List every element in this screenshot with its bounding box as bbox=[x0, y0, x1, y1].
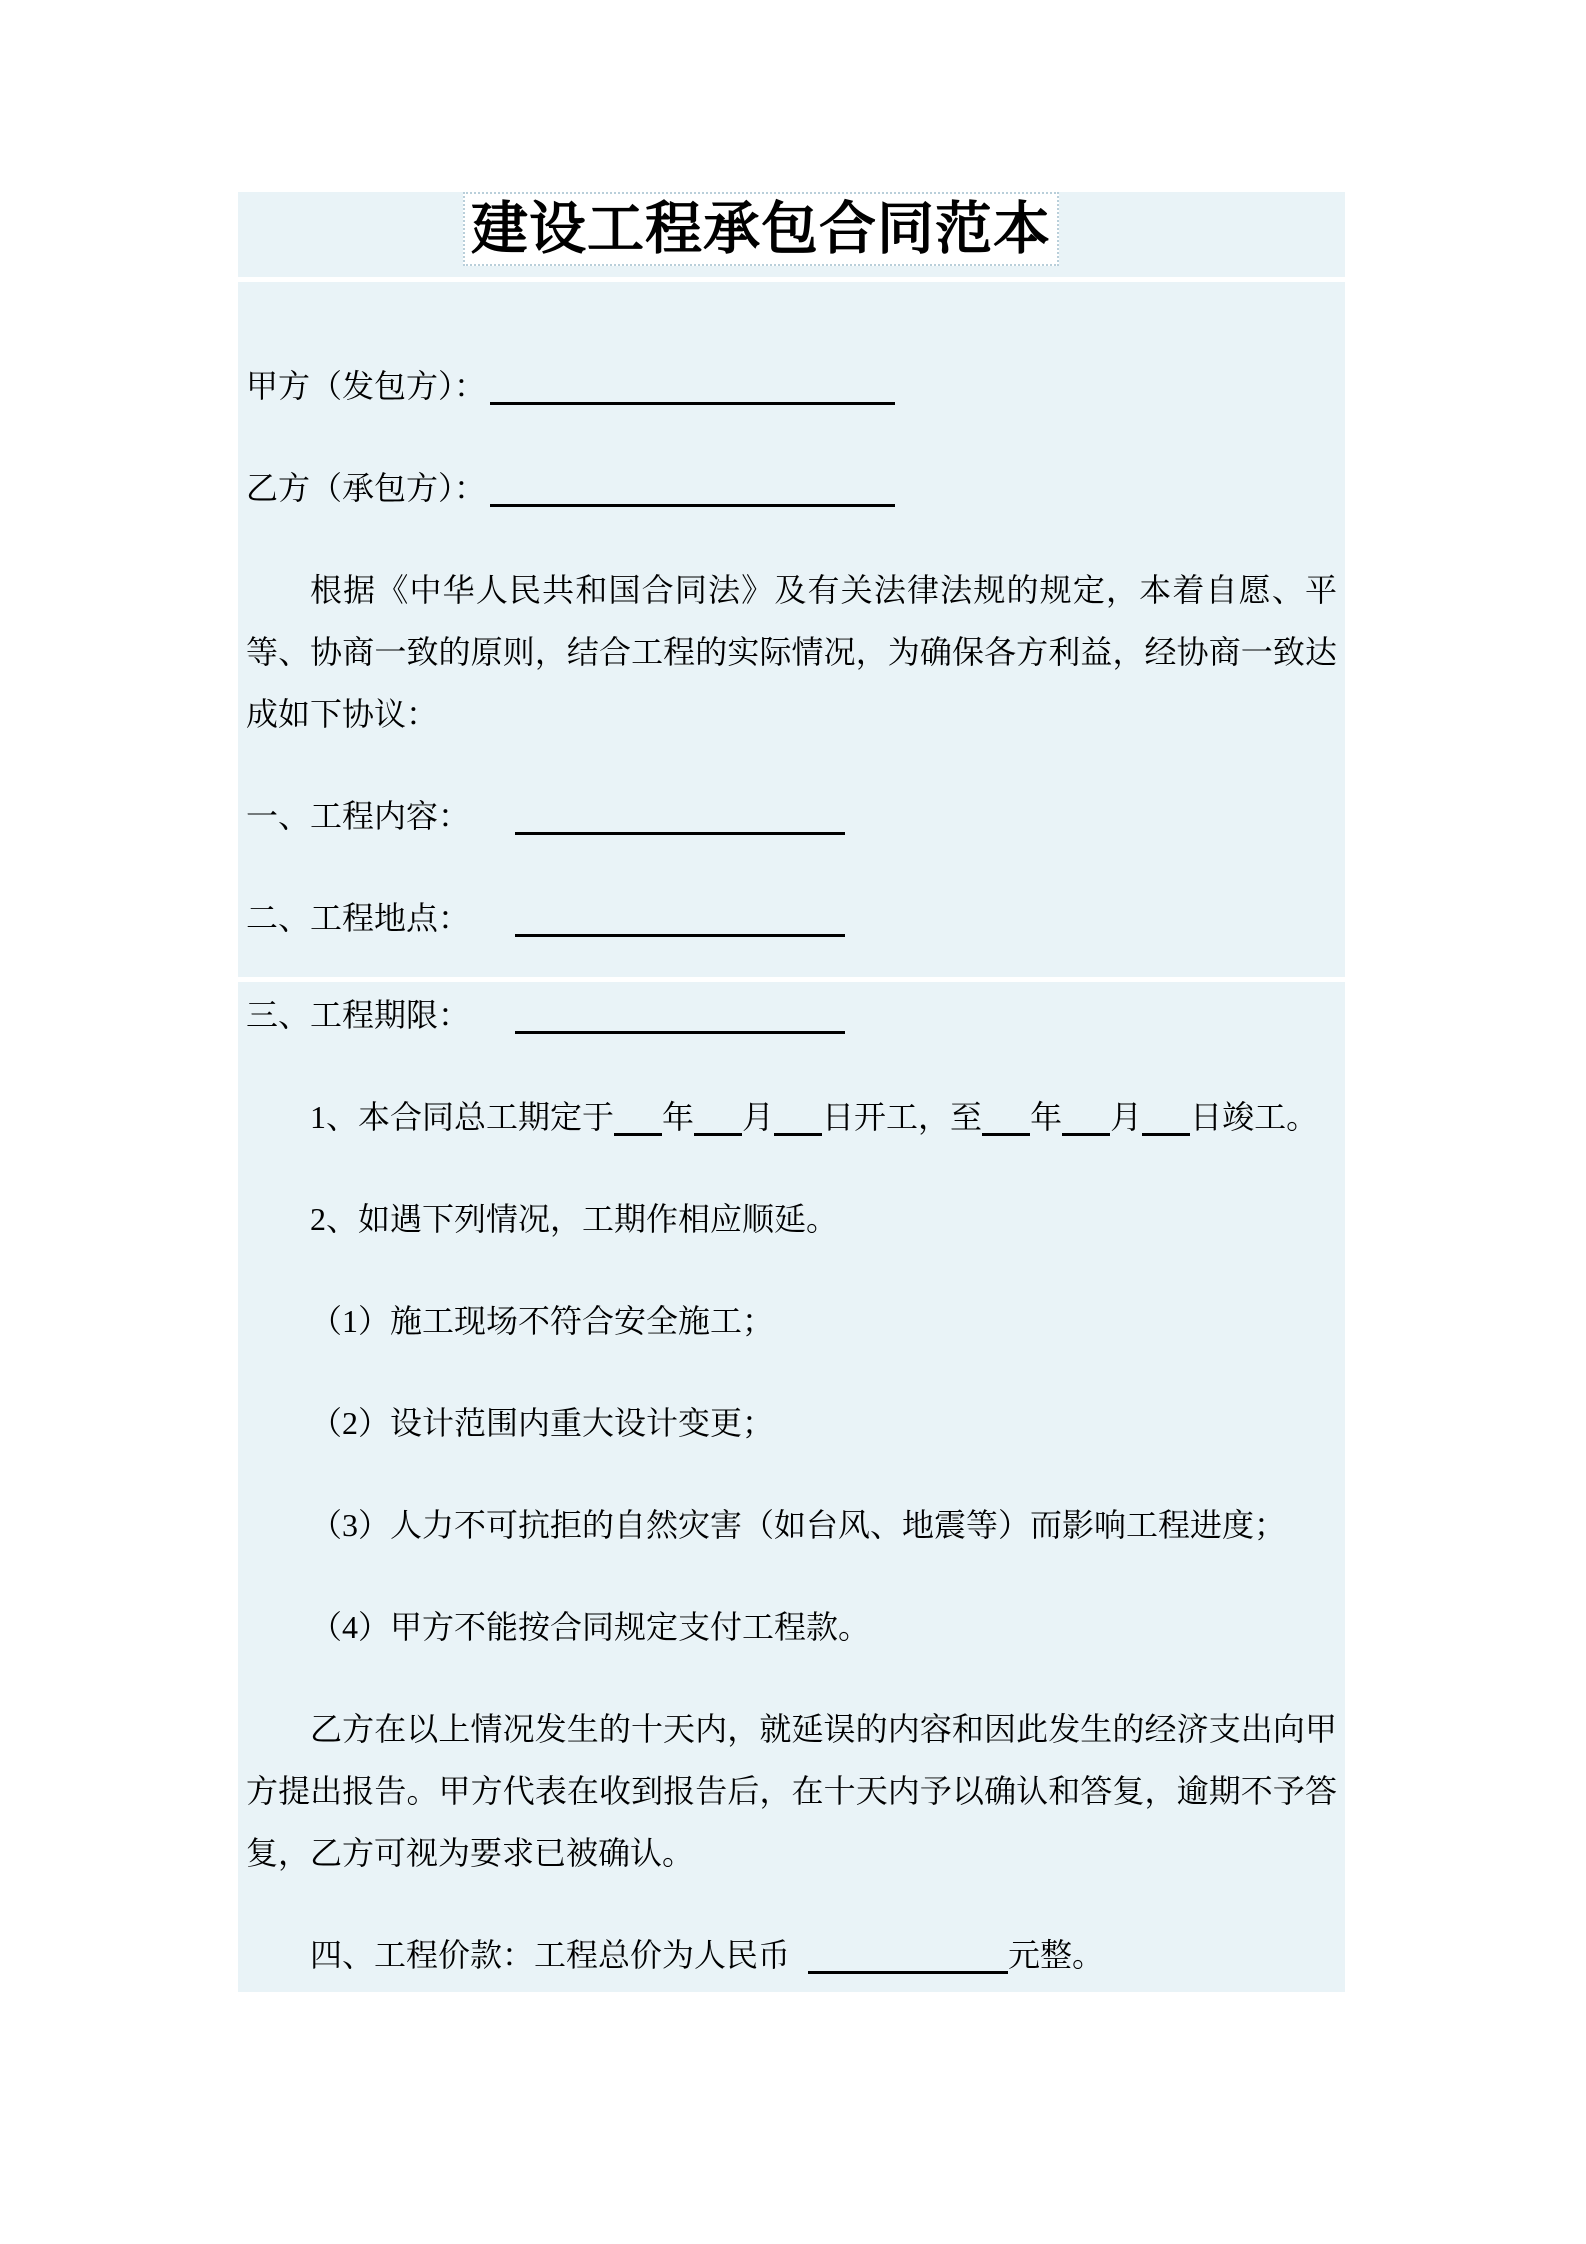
end-year-blank bbox=[982, 1101, 1030, 1136]
condition-item-4: （4）甲方不能按合同规定支付工程款。 bbox=[310, 1609, 871, 1645]
schedule-text: 年 bbox=[1030, 1099, 1063, 1135]
schedule-text: 月 bbox=[742, 1099, 775, 1135]
section-1-label: 一、工程内容： bbox=[246, 798, 471, 834]
section-2-blank-line bbox=[515, 902, 845, 937]
page-title: 建设工程承包合同范本 bbox=[471, 198, 1051, 261]
end-day-blank bbox=[1142, 1101, 1190, 1136]
price-prefix: 四、工程价款：工程总价为人民币 bbox=[310, 1937, 791, 1973]
party-b-row bbox=[246, 457, 1337, 519]
document-content bbox=[238, 192, 1345, 1992]
condition-item-1: （1）施工现场不符合安全施工； bbox=[310, 1303, 775, 1339]
condition-item-3: （3）人力不可抗拒的自然灾害（如台风、地震等）而影响工程进度； bbox=[310, 1507, 1287, 1543]
party-b-blank-line bbox=[490, 472, 895, 507]
schedule-text: 年 bbox=[662, 1099, 695, 1135]
schedule-text: 日开工，至 bbox=[822, 1099, 983, 1135]
section-3-label: 三、工程期限： bbox=[246, 997, 471, 1033]
title-banner bbox=[238, 192, 1345, 277]
section-2-label: 二、工程地点： bbox=[246, 900, 471, 936]
party-b-label: 乙方（承包方）： bbox=[246, 470, 487, 506]
schedule-text: 月 bbox=[1110, 1099, 1143, 1135]
contract-section-lower bbox=[238, 982, 1345, 1992]
price-suffix: 元整。 bbox=[1008, 1937, 1105, 1973]
delay-report-paragraph: 乙方在以上情况发生的十天内，就延误的内容和因此发生的经济支出向甲方提出报告。甲方代表在收到报告后，在十天内予以确认和答复，逾期不予答复，乙方可视为要求已被确认。 bbox=[246, 1711, 1337, 1871]
start-day-blank bbox=[774, 1101, 822, 1136]
schedule-row bbox=[246, 1086, 1337, 1148]
section-3-row bbox=[246, 984, 1337, 1046]
end-month-blank bbox=[1062, 1101, 1110, 1136]
condition-item-2: （2）设计范围内重大设计变更； bbox=[310, 1405, 775, 1441]
title-box bbox=[463, 192, 1059, 266]
price-row bbox=[246, 1924, 1337, 1986]
postpone-row: 2、如遇下列情况，工期作相应顺延。 bbox=[310, 1201, 839, 1237]
party-a-row bbox=[246, 355, 1337, 417]
section-3-blank-line bbox=[515, 999, 845, 1034]
schedule-text: 日竣工。 bbox=[1190, 1099, 1319, 1135]
party-a-blank-line bbox=[490, 370, 895, 405]
section-2-row bbox=[246, 887, 1337, 949]
start-month-blank bbox=[694, 1101, 742, 1136]
intro-paragraph: 根据《中华人民共和国合同法》及有关法律法规的规定，本着自愿、平等、协商一致的原则，结合工程的实际情况，为确保各方利益，经协商一致达成如下协议： bbox=[246, 572, 1337, 732]
section-1-row bbox=[246, 785, 1337, 847]
price-blank-line bbox=[808, 1939, 1008, 1974]
section-1-blank-line bbox=[515, 800, 845, 835]
start-year-blank bbox=[614, 1101, 662, 1136]
schedule-text: 1、本合同总工期定于 bbox=[310, 1099, 615, 1135]
contract-section-upper bbox=[238, 282, 1345, 977]
party-a-label: 甲方（发包方）： bbox=[246, 368, 487, 404]
